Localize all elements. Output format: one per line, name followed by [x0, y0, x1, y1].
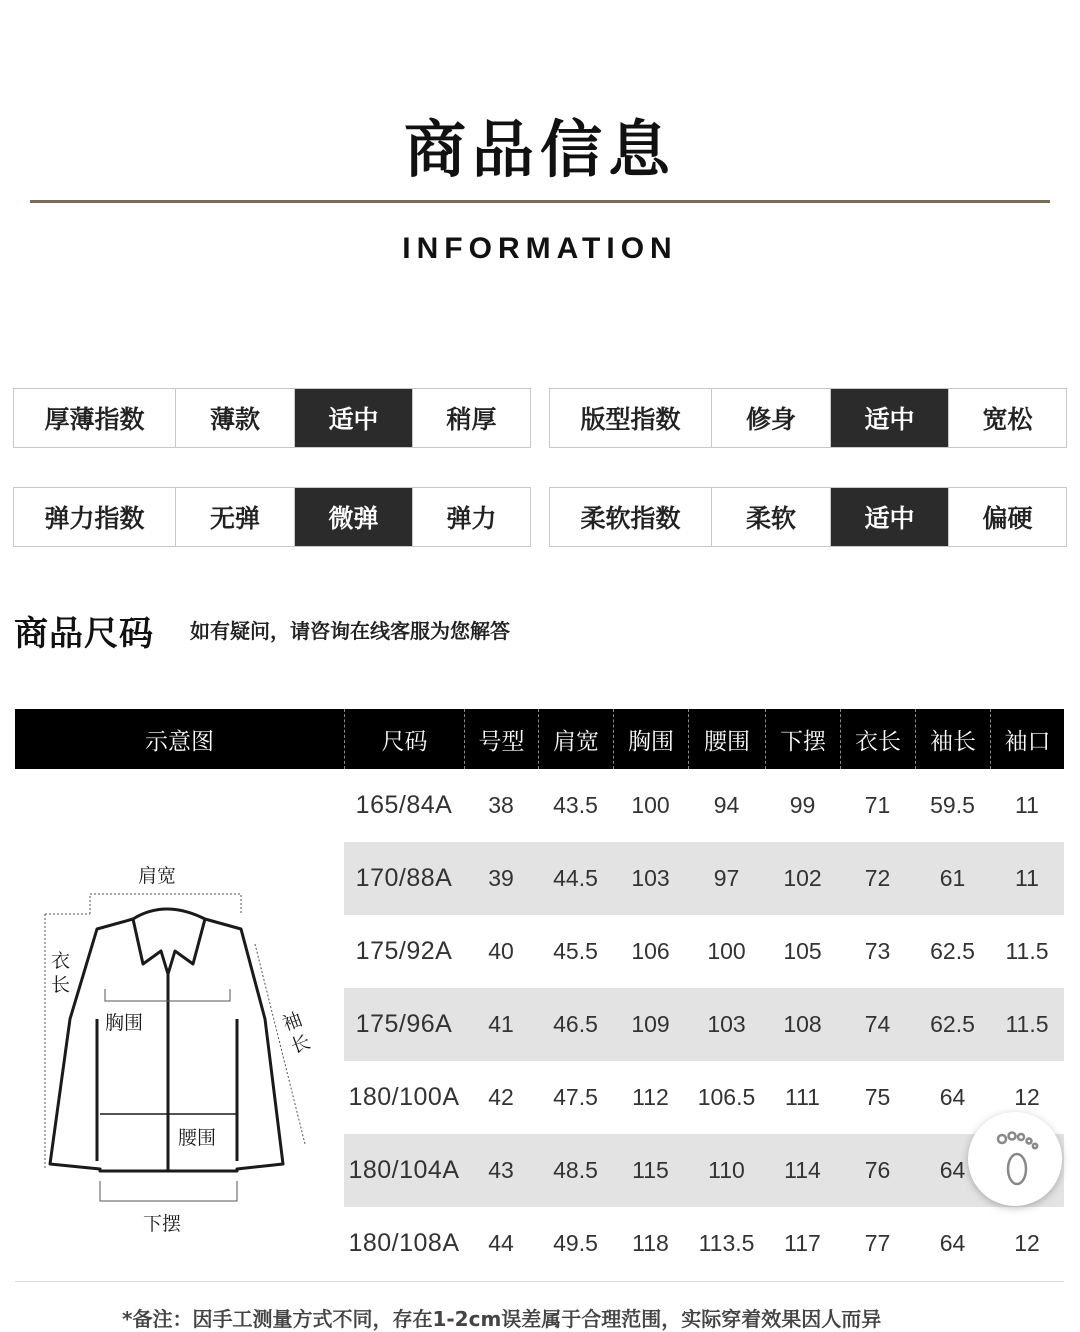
table-cell: 75 [864, 1084, 891, 1110]
table-cell: 12 [1014, 1230, 1040, 1256]
size-cell: 175/92A [355, 937, 453, 965]
index-option[interactable]: 偏硬 [948, 488, 1066, 546]
table-cell: 45.5 [553, 938, 598, 964]
table-cell: 42 [488, 1084, 514, 1110]
table-cell: 74 [864, 1011, 891, 1037]
column-header: 号型 [464, 709, 538, 769]
index-label: 弹力指数 [14, 488, 176, 546]
size-heading: 商品尺码 [14, 614, 154, 654]
table-cell: 46.5 [553, 1011, 598, 1037]
label-length: 衣长 [51, 950, 71, 996]
measurement-diagram [15, 769, 344, 1281]
table-cell: 100 [707, 938, 746, 964]
table-cell: 73 [864, 938, 891, 964]
table-cell: 64 [939, 1157, 966, 1183]
index-elasticity [13, 487, 531, 547]
size-cell: 170/88A [355, 864, 453, 892]
table-header [15, 709, 1064, 769]
label-sleeve: 袖长 [279, 1008, 314, 1059]
column-header: 胸围 [613, 709, 688, 769]
table-cell: 43 [488, 1157, 514, 1183]
table-cell: 106.5 [697, 1084, 756, 1110]
footprint-button[interactable] [968, 1112, 1062, 1206]
table-cell: 61 [939, 865, 966, 891]
footnote: *备注：因手工测量方式不同，存在1-2cm误差属于合理范围，实际穿着效果因人而异 [122, 1307, 882, 1331]
table-row [344, 769, 1064, 842]
index-label: 柔软指数 [550, 488, 712, 546]
table-row [344, 842, 1064, 915]
table-cell: 40 [488, 938, 514, 964]
table-cell: 103 [631, 865, 670, 891]
table-cell: 11 [1015, 865, 1039, 891]
table-cell: 114 [784, 1157, 821, 1183]
table-row [344, 1061, 1064, 1134]
index-option[interactable]: 修身 [745, 405, 796, 434]
table-cell: 115 [632, 1157, 669, 1183]
column-header: 袖长 [915, 709, 990, 769]
size-cell: 165/84A [355, 791, 453, 819]
index-label: 版型指数 [550, 389, 712, 447]
column-header: 尺码 [344, 709, 464, 769]
index-option[interactable]: 柔软 [745, 504, 796, 533]
index-option[interactable]: 宽松 [948, 389, 1066, 447]
size-cell: 180/104A [348, 1156, 460, 1184]
size-note: 如有疑问，请咨询在线客服为您解答 [190, 619, 510, 643]
table-cell: 111 [785, 1084, 820, 1110]
table-cell: 110 [708, 1157, 745, 1183]
table-cell: 48.5 [553, 1157, 598, 1183]
table-cell: 77 [864, 1230, 891, 1256]
title-divider [30, 200, 1050, 203]
table-row [344, 988, 1064, 1061]
table-cell: 108 [783, 1011, 822, 1037]
table-cell: 102 [783, 865, 822, 891]
table-cell: 94 [713, 792, 740, 818]
index-option-selected[interactable]: 适中 [830, 389, 948, 447]
table-cell: 62.5 [930, 1011, 975, 1037]
table-cell: 113.5 [698, 1230, 755, 1256]
column-header: 腰围 [688, 709, 765, 769]
column-header: 袖口 [990, 709, 1064, 769]
table-cell: 103 [707, 1011, 746, 1037]
size-cell: 180/100A [348, 1083, 460, 1111]
footprint-icon [987, 1129, 1043, 1189]
index-option[interactable]: 薄款 [209, 405, 260, 434]
table-row [344, 915, 1064, 988]
table-row [344, 1134, 1064, 1207]
index-label: 厚薄指数 [14, 389, 176, 447]
table-cell: 38 [488, 792, 514, 818]
table-cell: 11 [1015, 792, 1039, 818]
size-cell: 175/96A [355, 1010, 453, 1038]
index-option[interactable]: 弹力 [412, 488, 530, 546]
page-title: 商品信息 [403, 113, 676, 186]
table-cell: 11.5 [1005, 1011, 1049, 1037]
table-cell: 41 [488, 1011, 514, 1037]
index-option[interactable]: 稍厚 [412, 389, 530, 447]
table-row [344, 1207, 1064, 1280]
table-cell: 106 [631, 938, 670, 964]
label-chest: 胸围 [105, 1012, 144, 1034]
table-cell: 39 [488, 865, 514, 891]
table-cell: 105 [783, 938, 822, 964]
table-cell: 99 [789, 792, 816, 818]
table-cell: 117 [784, 1230, 821, 1256]
table-cell: 118 [632, 1230, 669, 1256]
index-thickness [13, 388, 531, 448]
label-shoulder: 肩宽 [138, 865, 177, 887]
table-cell: 59.5 [930, 792, 975, 818]
table-cell: 64 [939, 1084, 966, 1110]
table-cell: 76 [864, 1157, 891, 1183]
table-cell: 44.5 [553, 865, 598, 891]
column-header: 肩宽 [538, 709, 613, 769]
table-cell: 112 [632, 1084, 669, 1110]
size-table [15, 709, 1064, 1282]
page-subtitle: INFORMATION [402, 232, 678, 265]
table-cell: 12 [1014, 1084, 1040, 1110]
table-cell: 11.5 [1005, 938, 1049, 964]
index-option[interactable]: 无弹 [209, 504, 260, 533]
column-header-diagram: 示意图 [145, 728, 214, 755]
table-cell: 71 [864, 792, 891, 818]
size-cell: 180/108A [348, 1229, 460, 1257]
table-cell: 44 [488, 1230, 514, 1256]
index-option-selected[interactable]: 适中 [294, 389, 412, 447]
table-cell: 49.5 [553, 1230, 598, 1256]
index-option-selected[interactable]: 微弹 [294, 488, 412, 546]
table-cell: 72 [864, 865, 891, 891]
column-header: 下摆 [765, 709, 840, 769]
table-cell: 109 [631, 1011, 670, 1037]
table-cell: 100 [631, 792, 670, 818]
index-option-selected[interactable]: 适中 [830, 488, 948, 546]
index-fit [549, 388, 1067, 448]
label-waist: 腰围 [178, 1127, 217, 1149]
table-cell: 64 [939, 1230, 966, 1256]
table-cell: 62.5 [930, 938, 975, 964]
label-hem: 下摆 [143, 1213, 182, 1235]
table-cell: 97 [713, 865, 740, 891]
table-cell: 43.5 [553, 792, 598, 818]
column-header: 衣长 [840, 709, 915, 769]
table-cell: 47.5 [553, 1084, 598, 1110]
index-softness [549, 487, 1067, 547]
